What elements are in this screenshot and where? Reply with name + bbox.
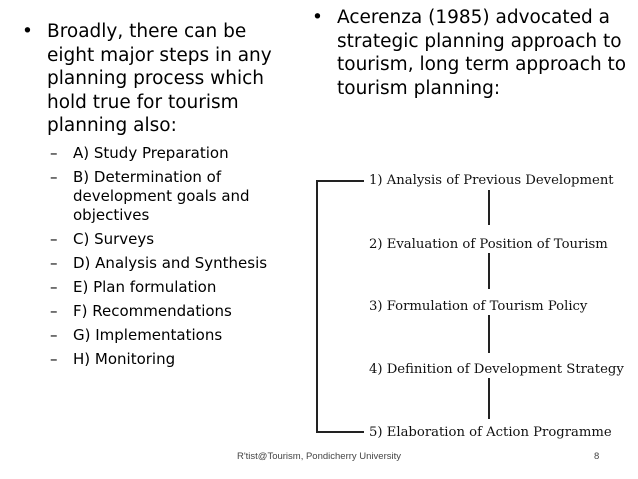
page-number: 8	[594, 451, 600, 462]
diagram-arrow-line	[488, 190, 490, 225]
bullet-icon: •	[312, 7, 323, 28]
diagram-left-bracket-line	[316, 180, 318, 432]
diagram-step-label: 2) Evaluation of Position of Tourism	[369, 237, 608, 252]
planning-step-text: A) Study Preparation	[73, 143, 229, 162]
diagram-step-label: 3) Formulation of Tourism Policy	[369, 299, 588, 314]
dash-icon: –	[50, 277, 58, 296]
dash-icon: –	[50, 325, 58, 344]
diagram-arrow-line	[488, 315, 490, 353]
planning-step-text: E) Plan formulation	[73, 277, 217, 296]
dash-icon: –	[50, 229, 58, 248]
footer-text: R'tist@Tourism, Pondicherry University	[236, 451, 402, 462]
diagram-arrow-line	[488, 378, 490, 419]
bullet-icon: •	[22, 21, 33, 42]
diagram-step-label: 1) Analysis of Previous Development	[369, 173, 614, 188]
diagram-step-label: 5) Elaboration of Action Programme	[369, 425, 612, 440]
planning-step-text: B) Determination of development goals and objectives	[73, 167, 250, 224]
diagram-bottom-connector	[316, 431, 364, 433]
planning-step-text: C) Surveys	[73, 229, 155, 248]
diagram-step-label: 4) Definition of Development Strategy	[369, 362, 624, 377]
dash-icon: –	[50, 349, 58, 368]
planning-step-text: D) Analysis and Synthesis	[73, 253, 268, 272]
planning-step-text: G) Implementations	[73, 325, 223, 344]
diagram-arrow-line	[488, 253, 490, 289]
planning-step-text: H) Monitoring	[73, 349, 176, 368]
dash-icon: –	[50, 143, 58, 162]
dash-icon: –	[50, 253, 58, 272]
left-intro-text: Broadly, there can be eight major steps in any planning process which hold true for tourism planning also:	[47, 21, 272, 136]
dash-icon: –	[50, 167, 58, 186]
planning-step-text: F) Recommendations	[73, 301, 232, 320]
diagram-top-connector	[316, 180, 364, 182]
right-intro-text: Acerenza (1985) advocated a strategic planning approach to tourism, long term approach to tourism planning:	[337, 7, 627, 99]
dash-icon: –	[50, 301, 58, 320]
